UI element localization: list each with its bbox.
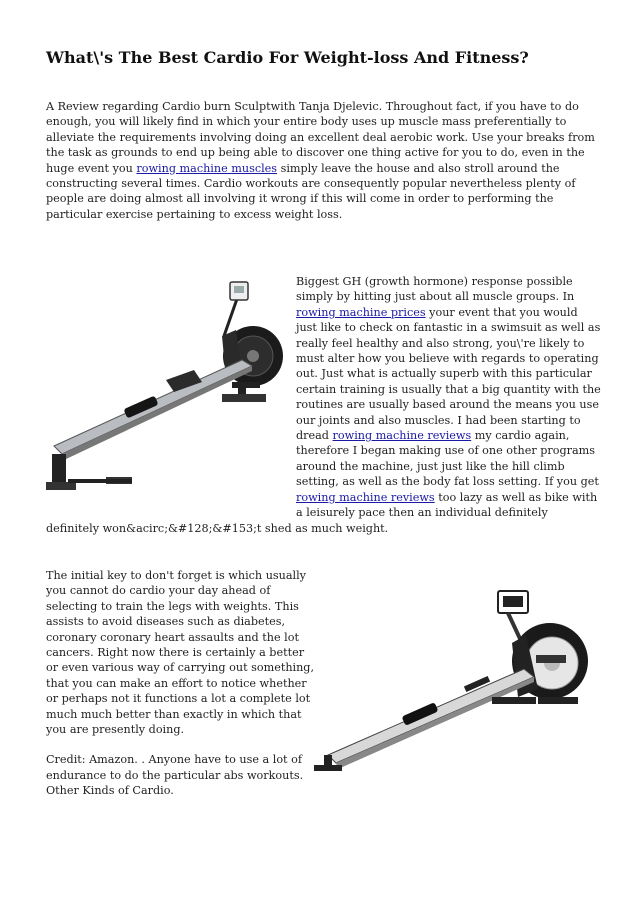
link-rowing-machine-reviews-1[interactable]: rowing machine reviews [332,429,472,443]
link-rowing-machine-muscles[interactable]: rowing machine muscles [136,161,278,175]
gh-text-3: my cardio again, therefore I began making use of one other programs around the machine, just just like the hill climb setting, as well as the body fat loss setting. If you get [296,429,599,489]
section-rower-dark [46,274,602,536]
intro-paragraph [46,99,602,222]
initial-key-paragraph: The initial key to don't forget is which usually you cannot do cardio your day ahead of selecting to train the legs with weights. This assists to avoid diseases such as diabetes, coronary coronary heart assaults and the lot cancers. Right now there is certainly a better or even various way of carrying out something, that you can make an effort to notice whether or perhaps not it functions a lot a complete lot much much better than exactly in which that you are presently doing. [46,569,315,737]
link-rowing-machine-prices[interactable]: rowing machine prices [296,305,426,319]
link-rowing-machine-reviews-2[interactable]: rowing machine reviews [296,490,435,504]
intro-text-2: simply leave the house and also stroll around the constructing several times. Cardio workouts are consequently popular nevertheless plenty of people are doing almost all involving it wrong if this will come in order to performing the particular exercise pertaining to excess weight loss. [46,161,576,221]
paragraph-gap [46,737,316,752]
rowing-machine-image-white [312,585,594,775]
rowing-machine-image-dark [46,274,296,512]
section-initial-key [46,568,316,799]
intro-text-1: A Review regarding Cardio burn Sculptwith Tanja Djelevic. Throughout fact, if you have to do enough, you will likely find in which your entire body uses up muscle mass preferentially to alleviate the requirements involving doing an excellent deal aerobic work. Use your breaks from the task as grounds to end up being able to discover one thing active for you to do, even in the huge event you [46,100,595,175]
gh-text-4: too lazy as well as bike with a leisurely pace then an individual definitely definitely won&acirc;&#128;&#153;t shed as much weight. [46,490,598,535]
credit-paragraph: Credit: Amazon. . Anyone have to use a lot of endurance to do the particular abs workouts. Other Kinds of Cardio. [46,753,304,798]
gh-text-1: Biggest GH (growth hormone) response possible simply by hitting just about all muscle groups. In [296,275,575,304]
gh-text-2: your event that you would just like to check on fantastic in a swimsuit as well as really feel healthy and also strong, you\'re likely to must alter how you believe with regards to operating out. Just what is actually superb with this particular certain training is usually that a big quantity with the routines are usually based around the means you use our joints and also muscles. I had been starting to dread [296,305,601,443]
page-title: What\'s The Best Cardio For Weight-loss And Fitness? [46,48,529,67]
